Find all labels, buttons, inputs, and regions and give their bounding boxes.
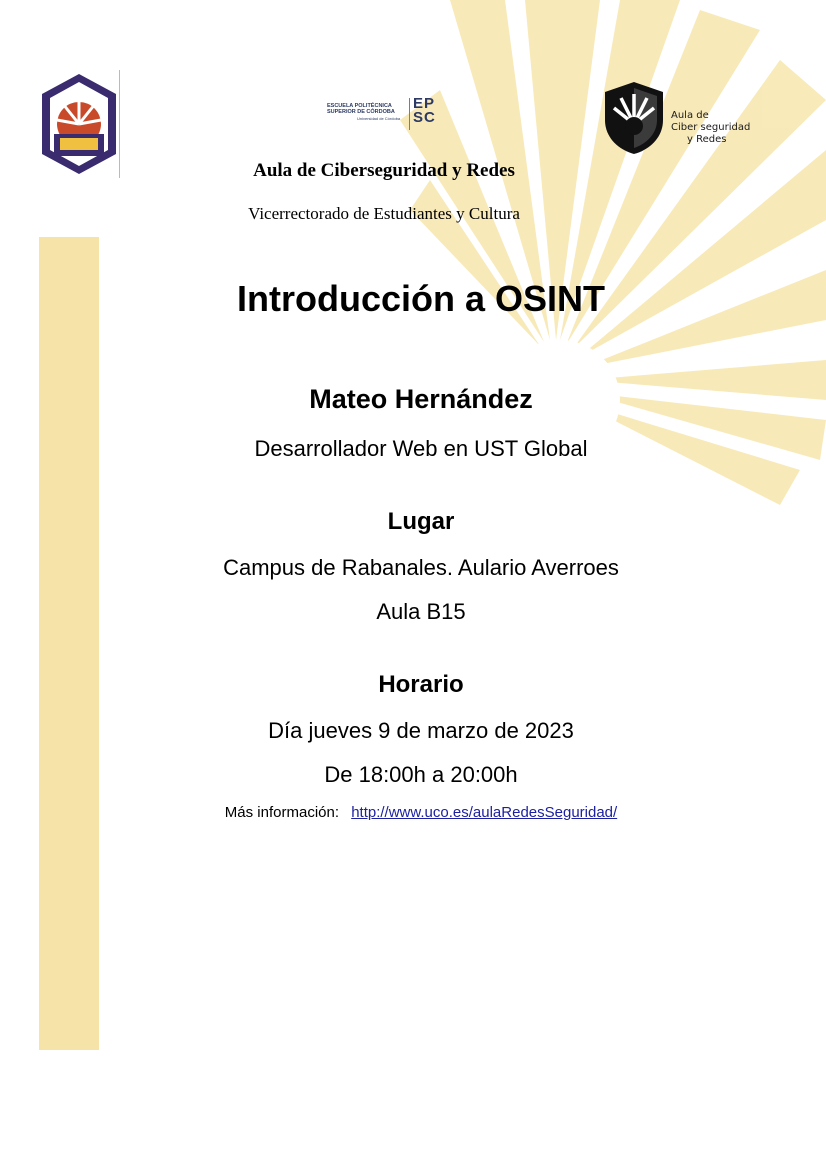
aula-logo-text: [671, 110, 750, 146]
epsc-logo: [327, 96, 447, 132]
more-info-label: Más información:: [224, 804, 340, 821]
org-subtitle: Vicerrectorado de Estudiantes y Cultura: [248, 204, 520, 223]
more-info-link[interactable]: http://www.uco.es/aulaRedesSeguridad/: [351, 804, 618, 821]
more-info: [0, 804, 826, 821]
epsc-line2: SUPERIOR DE CÓRDOBA: [327, 109, 395, 115]
epsc-mark: [413, 97, 436, 125]
place-line-1: Campus de Rabanales. Aulario Averroes: [223, 555, 619, 580]
shield-icon: [603, 80, 665, 156]
aula-line1: Aula de: [671, 110, 709, 121]
place-line-2: Aula B15: [376, 599, 466, 624]
epsc-line3: Universidad de Córdoba: [357, 116, 401, 121]
event-title: Introducción a OSINT: [236, 278, 605, 319]
place-heading: Lugar: [387, 508, 455, 535]
speaker-role: Desarrollador Web en UST Global: [254, 436, 588, 461]
time-heading: Horario: [378, 671, 464, 698]
speaker-name: Mateo Hernández: [309, 384, 533, 414]
time-line-1: Día jueves 9 de marzo de 2023: [268, 718, 574, 743]
org-title: Aula de Ciberseguridad y Redes: [253, 160, 515, 181]
epsc-mark-top: EP: [413, 95, 436, 112]
epsc-logo-text: [327, 103, 407, 115]
epsc-line1: ESCUELA POLITÉCNICA: [327, 103, 392, 109]
aula-logo: [603, 80, 753, 156]
time-line-2: De 18:00h a 20:00h: [324, 762, 518, 787]
epsc-mark-bottom: SC: [413, 109, 436, 126]
aula-line2: Ciber seguridad: [671, 122, 751, 133]
epsc-rule: [409, 98, 410, 130]
aula-line3: y Redes: [687, 134, 727, 145]
side-accent-bar: [39, 237, 99, 1050]
